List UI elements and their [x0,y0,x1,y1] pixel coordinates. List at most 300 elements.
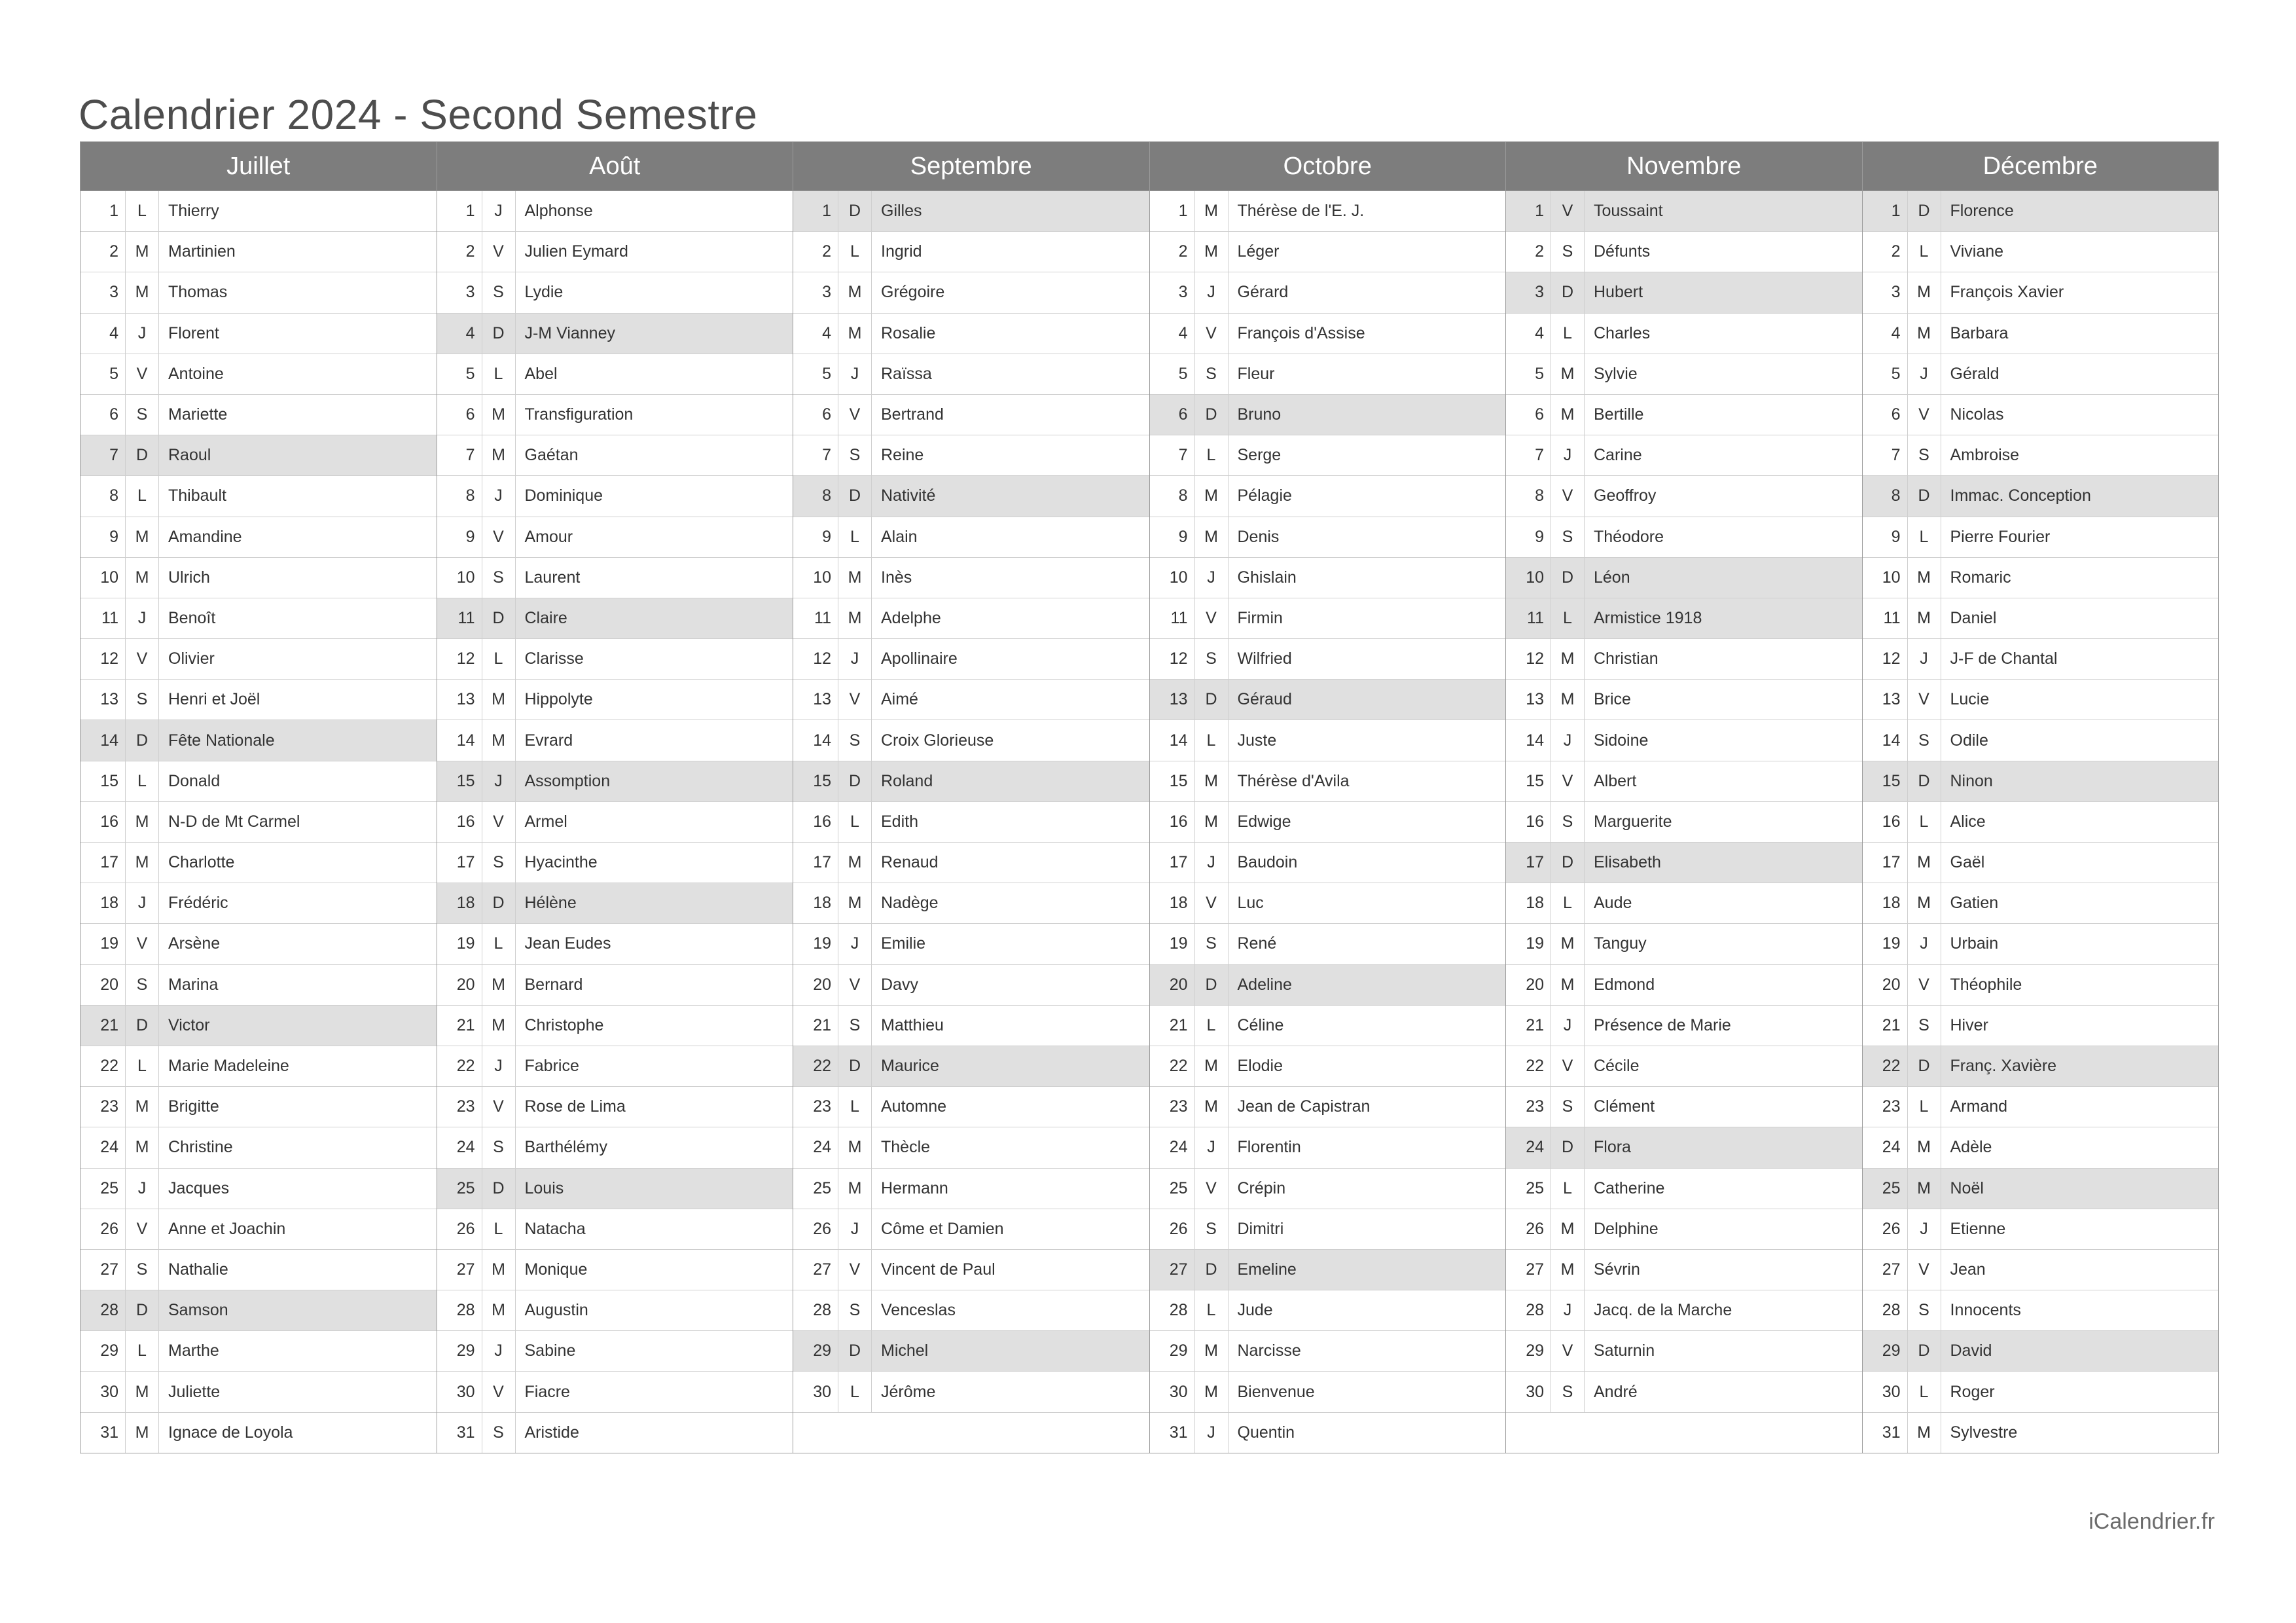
day-of-week: S [482,1127,516,1167]
day-row [1506,1371,1862,1412]
day-number: 13 [1526,690,1544,709]
day-row [1863,638,2219,679]
day-row [81,1249,437,1290]
day-number: 11 [1170,608,1188,627]
day-row [793,883,1149,923]
day-of-week: M [838,598,872,638]
day-of-week: V [482,1372,516,1412]
day-row [81,801,437,842]
day-number: 14 [1169,731,1188,750]
saint-name: Hubert [1585,272,1862,312]
saint-name: Claire [516,598,793,638]
day-row [1863,1330,2219,1371]
day-of-week: D [1907,476,1941,516]
day-number: 19 [100,934,118,953]
day-row [1863,1249,2219,1290]
saint-name: Dominique [524,486,603,505]
day-of-week: S [482,1413,516,1453]
saint-name: Gérard [1237,283,1289,302]
day-number: 18 [813,894,831,913]
day-number: 18 [1526,894,1544,913]
day-number: 2 [465,242,475,261]
day-of-week: M [1907,1413,1941,1453]
saint-name: Renaud [881,853,939,872]
day-of-week: L [1907,1087,1941,1127]
day-of-week: S [1194,924,1229,964]
day-row [793,679,1149,720]
saint-name: Bruno [1229,395,1506,435]
day-number: 25 [813,1178,831,1197]
day-row [81,1086,437,1127]
day-row [1150,883,1506,923]
day-row [1150,1249,1506,1290]
day-of-week: V [838,680,872,720]
saint-name: Louis [516,1169,793,1209]
day-of-week: M [838,1169,872,1209]
saint-name: Jacques [168,1178,230,1197]
saint-name: Antoine [168,364,224,383]
day-number: 27 [1526,1260,1544,1279]
saint-name: Laurent [524,568,581,587]
day-number: 3 [1891,283,1901,302]
day-number: 20 [1150,965,1194,1005]
saint-name: Sylvie [1594,364,1638,383]
day-of-week: V [838,395,872,435]
saint-name: Christophe [524,1015,604,1034]
saint-name: Automne [881,1097,947,1116]
day-number: 1 [465,202,475,221]
saint-name: René [1237,934,1277,953]
day-number: 5 [1535,364,1544,383]
month-column [437,142,794,1453]
day-of-week: M [1194,761,1229,801]
day-row [81,1371,437,1412]
day-row [437,354,793,394]
day-number: 9 [822,527,831,546]
day-row [793,231,1149,272]
day-of-week: S [482,558,516,598]
day-number: 26 [1526,1219,1544,1238]
day-row [1506,638,1862,679]
day-number: 17 [813,853,831,872]
day-number: 5 [1891,364,1901,383]
day-row [1150,720,1506,760]
day-of-week: D [1907,1331,1941,1371]
day-number: 3 [465,283,475,302]
day-of-week: M [1551,680,1585,720]
day-row [793,1330,1149,1371]
day-of-week: S [838,435,872,475]
day-of-week: L [125,191,159,231]
day-row [1506,272,1862,312]
day-of-week: M [1194,476,1229,516]
day-row [81,231,437,272]
day-of-week [838,1413,872,1453]
day-row [437,842,793,883]
day-row [437,964,793,1005]
saint-name [1585,1413,1862,1453]
day-number: 10 [1506,558,1551,598]
day-of-week: J [838,924,872,964]
day-row [437,883,793,923]
saint-name: Assomption [516,761,793,801]
day-number: 10 [100,568,118,587]
saint-name: Ingrid [881,242,922,261]
day-of-week: M [838,883,872,923]
day-number: 6 [1150,395,1194,435]
day-number: 14 [81,720,125,760]
day-of-week: S [1551,802,1585,842]
day-number: 18 [1882,894,1901,913]
day-row [793,761,1149,801]
day-number: 1 [1178,202,1188,221]
day-number: 13 [1882,690,1901,709]
saint-name: André [1594,1382,1638,1401]
day-row [793,475,1149,516]
day-row [1506,475,1862,516]
day-number: 22 [456,1057,475,1076]
saint-name: Bernard [524,975,583,994]
month-column [81,142,437,1453]
day-of-week: M [1907,1169,1941,1209]
saint-name: Monique [524,1260,588,1279]
day-row [81,598,437,638]
day-row [793,557,1149,598]
day-of-week: M [482,1290,516,1330]
saint-name: Armand [1950,1097,2008,1116]
day-number: 28 [1169,1301,1188,1320]
saint-name: Jérôme [881,1382,936,1401]
day-number: 13 [100,690,118,709]
day-row [1863,1005,2219,1046]
saint-name: Aimé [881,690,918,709]
day-of-week: V [125,354,159,394]
day-row [1506,1168,1862,1209]
day-row [1863,557,2219,598]
saint-name: Toussaint [1585,191,1862,231]
day-of-week: D [838,761,872,801]
day-of-week: D [482,883,516,923]
day-number: 15 [1169,771,1188,790]
day-of-week: M [482,435,516,475]
day-of-week: S [125,1250,159,1290]
day-of-week: V [1194,598,1229,638]
day-number: 23 [100,1097,118,1116]
day-number: 4 [1178,323,1188,342]
saint-name: Côme et Damien [881,1219,1004,1238]
saint-name: Edith [881,812,918,831]
saint-name: Edmond [1594,975,1655,994]
saint-name: Victor [159,1006,437,1046]
saint-name: Nicolas [1950,405,2004,424]
day-number: 23 [1526,1097,1544,1116]
day-of-week: D [838,1046,872,1086]
day-row [793,191,1149,231]
day-number: 23 [1169,1097,1188,1116]
day-of-week: M [1551,1250,1585,1290]
day-number: 3 [1506,272,1551,312]
day-of-week: D [125,1290,159,1330]
saint-name: Présence de Marie [1594,1015,1731,1034]
saint-name: Thibault [168,486,226,505]
day-row [793,517,1149,557]
day-of-week: L [125,761,159,801]
saint-name: Augustin [524,1301,588,1320]
month-header: Décembre [1863,142,2219,191]
day-number: 8 [793,476,838,516]
saint-name: Fleur [1237,364,1275,383]
day-number: 11 [1506,598,1551,638]
saint-name: Mariette [168,405,228,424]
day-number: 23 [813,1097,831,1116]
saint-name: Thérèse de l'E. J. [1237,202,1365,221]
day-of-week: S [1907,435,1941,475]
day-of-week: L [482,1209,516,1249]
saint-name: Matthieu [881,1015,944,1034]
day-of-week: D [1551,843,1585,883]
saint-name: Roger [1950,1382,1995,1401]
day-row [1863,598,2219,638]
day-of-week: L [482,354,516,394]
day-of-week: D [1907,191,1941,231]
day-row [1150,1005,1506,1046]
day-of-week: M [1194,517,1229,557]
saint-name: Hélène [516,883,793,923]
day-number: 29 [1169,1341,1188,1360]
day-of-week: J [1907,639,1941,679]
day-row-empty [793,1412,1149,1453]
day-of-week: S [1194,639,1229,679]
day-number: 26 [813,1219,831,1238]
day-of-week: L [1907,517,1941,557]
day-row [793,801,1149,842]
saint-name: Florent [168,323,219,342]
day-of-week: M [1551,354,1585,394]
day-of-week [1551,1413,1585,1453]
day-number: 2 [1535,242,1544,261]
day-of-week: S [1551,232,1585,272]
saint-name: Gaël [1950,853,1985,872]
day-of-week: L [1194,720,1229,760]
day-number: 4 [437,314,482,354]
day-number: 6 [822,405,831,424]
saint-name: Nadège [881,894,939,913]
day-of-week: J [1551,720,1585,760]
day-of-week: V [482,1087,516,1127]
day-number: 10 [813,568,831,587]
day-number: 16 [813,812,831,831]
day-row [437,1371,793,1412]
saint-name: Raoul [159,435,437,475]
day-row [437,638,793,679]
day-number: 7 [1178,446,1188,465]
day-of-week: S [1551,517,1585,557]
day-number: 29 [456,1341,475,1360]
saint-name: Narcisse [1237,1341,1301,1360]
day-row [81,354,437,394]
saint-name: Marie Madeleine [168,1057,289,1076]
day-row [793,272,1149,312]
day-number: 29 [1863,1331,1907,1371]
day-row [437,313,793,354]
day-row [1506,1330,1862,1371]
day-number: 12 [1169,649,1188,668]
day-row [437,761,793,801]
saint-name: Adèle [1950,1138,1992,1157]
day-of-week: D [838,1331,872,1371]
saint-name: François Xavier [1950,283,2064,302]
day-row [1150,1209,1506,1249]
day-number: 31 [1169,1423,1188,1442]
month-column [1506,142,1863,1453]
saint-name: Aristide [524,1423,579,1442]
saint-name: Jacq. de la Marche [1594,1301,1732,1320]
saint-name: Brigitte [168,1097,219,1116]
day-row [437,1086,793,1127]
day-number: 22 [1526,1057,1544,1076]
saint-name: Croix Glorieuse [881,731,994,750]
day-of-week: L [125,1046,159,1086]
day-row [1506,1005,1862,1046]
saint-name: Venceslas [881,1301,956,1320]
day-of-week: D [1194,395,1229,435]
day-number: 16 [1526,812,1544,831]
day-number: 12 [813,649,831,668]
day-number: 30 [1169,1382,1188,1401]
day-number: 9 [1891,527,1901,546]
day-row [1506,394,1862,435]
day-number: 8 [1178,486,1188,505]
day-of-week: J [1551,1006,1585,1046]
saint-name: Transfiguration [524,405,634,424]
day-number: 25 [437,1169,482,1209]
saint-name: Elodie [1237,1057,1283,1076]
day-row [1506,231,1862,272]
saint-name: Geoffroy [1594,486,1657,505]
saint-name: Ghislain [1237,568,1297,587]
day-row [793,354,1149,394]
day-number: 29 [793,1331,838,1371]
month-header: Septembre [793,142,1149,191]
day-row [437,1249,793,1290]
saint-name: Crépin [1237,1178,1286,1197]
saint-name: Sidoine [1594,731,1649,750]
day-number: 17 [1506,843,1551,883]
day-number: 8 [1535,486,1544,505]
saint-name: Armistice 1918 [1585,598,1862,638]
saint-name: Firmin [1237,608,1283,627]
day-number: 30 [1526,1382,1544,1401]
saint-name: Léon [1585,558,1862,598]
day-number: 24 [1506,1127,1551,1167]
saint-name: Sabine [524,1341,576,1360]
saint-name: Adeline [1229,965,1506,1005]
day-of-week: L [1551,1169,1585,1209]
day-number: 31 [456,1423,475,1442]
day-row [437,1005,793,1046]
saint-name: Charlotte [168,853,235,872]
day-row [793,1209,1149,1249]
day-number: 7 [1891,446,1901,465]
day-row [793,1086,1149,1127]
day-row [1506,923,1862,964]
day-of-week: L [125,476,159,516]
saint-name: Abel [524,364,558,383]
saint-name: Cécile [1594,1057,1640,1076]
day-row [1506,679,1862,720]
day-of-week: V [1551,761,1585,801]
saint-name: Roland [872,761,1149,801]
day-of-week: D [1907,761,1941,801]
day-number: 6 [1891,405,1901,424]
day-number: 17 [456,853,475,872]
day-row [793,598,1149,638]
day-row [793,1168,1149,1209]
day-of-week: J [1194,558,1229,598]
day-number: 3 [822,283,831,302]
day-number: 11 [1883,608,1901,627]
day-of-week: J [1551,1290,1585,1330]
day-of-week: D [482,1169,516,1209]
day-of-week: M [1194,1372,1229,1412]
day-of-week: J [838,639,872,679]
saint-name: Quentin [1237,1423,1295,1442]
day-row [1150,313,1506,354]
day-row [1150,679,1506,720]
day-of-week: V [482,802,516,842]
day-row [1150,394,1506,435]
day-of-week: V [1194,883,1229,923]
day-number: 21 [813,1015,831,1034]
day-number: 9 [465,527,475,546]
day-number: 30 [456,1382,475,1401]
day-row [81,761,437,801]
day-of-week: M [1907,1127,1941,1167]
day-of-week: M [1551,395,1585,435]
day-row [1506,435,1862,475]
day-row [1506,1249,1862,1290]
day-number: 26 [100,1219,118,1238]
day-of-week: M [482,720,516,760]
day-row [1150,517,1506,557]
day-row [437,720,793,760]
saint-name: J-M Vianney [516,314,793,354]
saint-name: Luc [1237,894,1264,913]
day-of-week: V [125,1209,159,1249]
day-row [437,435,793,475]
saint-name: Benoît [168,608,216,627]
day-number: 26 [1169,1219,1188,1238]
day-of-week: L [838,517,872,557]
saint-name: Saturnin [1594,1341,1655,1360]
saint-name: Odile [1950,731,1988,750]
saint-name: Innocents [1950,1301,2021,1320]
day-row [1150,1168,1506,1209]
day-row [437,517,793,557]
day-of-week: S [1907,1006,1941,1046]
saint-name: Thècle [881,1138,931,1157]
saint-name: Raïssa [881,364,932,383]
day-row [437,598,793,638]
day-row [1150,1330,1506,1371]
saint-name: Léger [1237,242,1280,261]
saint-name: Adelphe [881,608,941,627]
day-number: 21 [456,1015,475,1034]
day-row [1506,964,1862,1005]
day-row [437,394,793,435]
day-of-week: S [838,1290,872,1330]
day-number: 29 [1526,1341,1544,1360]
